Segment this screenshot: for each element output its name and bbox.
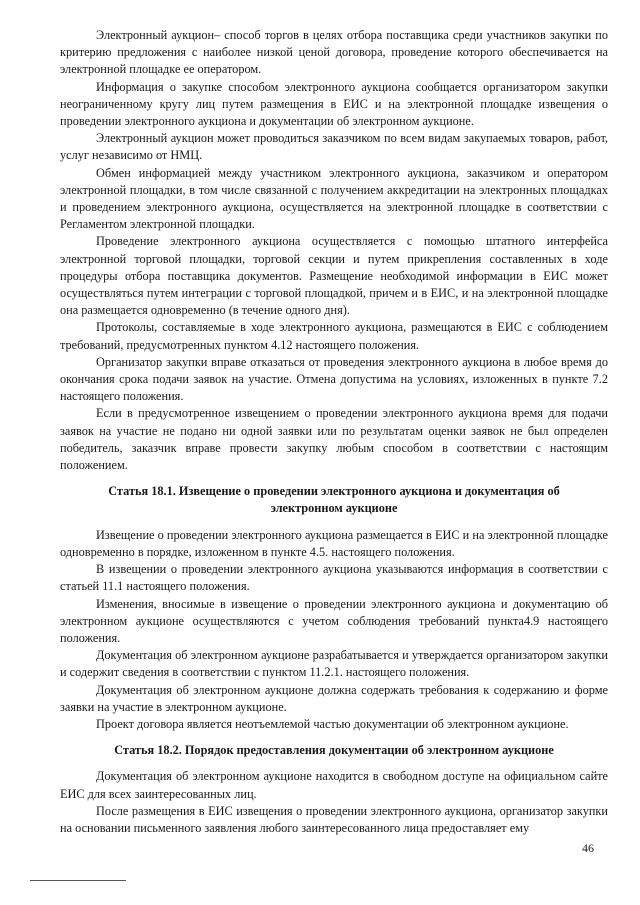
page-number: 46 bbox=[582, 841, 594, 855]
paragraph: Проведение электронного аукциона осуществляется с помощью штатного интерфейса электронной торговой площадки, торговой секции и путем прикрепления составленных в ходе процедуры отбора поставщика документов. Размещение необходимой информации в ЕИС может осуществляться путем интеграции с торговой площадкой, причем и в ЕИС, и на электронной площадке она размещается одновременно (в течение одного дня). bbox=[60, 234, 608, 318]
paragraph: Обмен информацией между участником электронного аукциона, заказчиком и оператором электронной площадки, в том числе связанной с получением аккредитации на электронных площадках и проведением электронного аукциона, осуществляется на электронной площадке в соответствии с Регламентом электронной площадки. bbox=[60, 165, 608, 232]
footer-divider bbox=[30, 880, 126, 881]
page-body bbox=[60, 27, 608, 837]
paragraph: В извещении о проведении электронного аукциона указываются информация в соответствии с статьей 11.1 настоящего положения. bbox=[60, 562, 608, 594]
paragraph: Протоколы, составляемые в ходе электронного аукциона, размещаются в ЕИС с соблюдением требований, предусмотренных пунктом 4.12 настоящего положения. bbox=[60, 320, 608, 352]
paragraph: Проект договора является неотъемлемой частью документации об электронном аукционе. bbox=[96, 716, 569, 731]
paragraph: Информация о закупке способом электронного аукциона сообщается организатором закупки неограниченному кругу лиц путем размещения в ЕИС и на электронной площадке извещения о проведении электронного аукциона и документации об электронном аукционе. bbox=[60, 79, 608, 129]
paragraph: Электронный аукцион может проводиться заказчиком по всем видам закупаемых товаров, работ, услуг независимо от НМЦ. bbox=[60, 131, 608, 163]
paragraph: Документация об электронном аукционе должна содержать требования к содержанию и форме заявки на участие в электронном аукционе. bbox=[60, 682, 608, 714]
paragraph: Документация об электронном аукционе находится в свободном доступе на официальном сайте ЕИС для всех заинтересованных лиц. bbox=[60, 769, 608, 801]
paragraph: Если в предусмотренное извещением о проведении электронного аукциона время для подачи заявок на участие не подано ни одной заявки или по результатам оценки заявок не был определен победитель, заказчик вправе провести закупку любым способом в соответствии с настоящим положением. bbox=[60, 406, 608, 473]
section-heading-18-1: Статья 18.1. Извещение о проведении электронного аукциона и документация об электронном аукционе bbox=[108, 484, 560, 516]
paragraph: После размещения в ЕИС извещения о проведении электронного аукциона, организатор закупки на основании письменного заявления любого заинтересованного лица предоставляет ему bbox=[60, 803, 608, 835]
paragraph: Организатор закупки вправе отказаться от проведения электронного аукциона в любое время до окончания срока подачи заявок на участие. Отмена допустима на условиях, изложенных в пункте 7.2 настоящего положения. bbox=[60, 354, 608, 404]
paragraph: Извещение о проведении электронного аукциона размещается в ЕИС и на электронной площадке одновременно в порядке, изложенном в пункте 4.5. настоящего положения. bbox=[60, 527, 608, 559]
paragraph: Электронный аукцион– способ торгов в целях отбора поставщика среди участников закупки по критерию предложения с наиболее низкой ценой договора, проведение которого обеспечивается на электронной площадке ее оператором. bbox=[60, 28, 608, 77]
paragraph: Изменения, вносимые в извещение о проведении электронного аукциона и документацию об электронном аукционе осуществляются с учетом соблюдения требований пункта4.9 настоящего положения. bbox=[60, 596, 608, 645]
paragraph: Документация об электронном аукционе разрабатывается и утверждается организатором закупки и содержит сведения в соответствии с пунктом 11.2.1. настоящего положения. bbox=[60, 648, 608, 680]
section-heading-18-2: Статья 18.2. Порядок предоставления документации об электронном аукционе bbox=[114, 743, 554, 758]
